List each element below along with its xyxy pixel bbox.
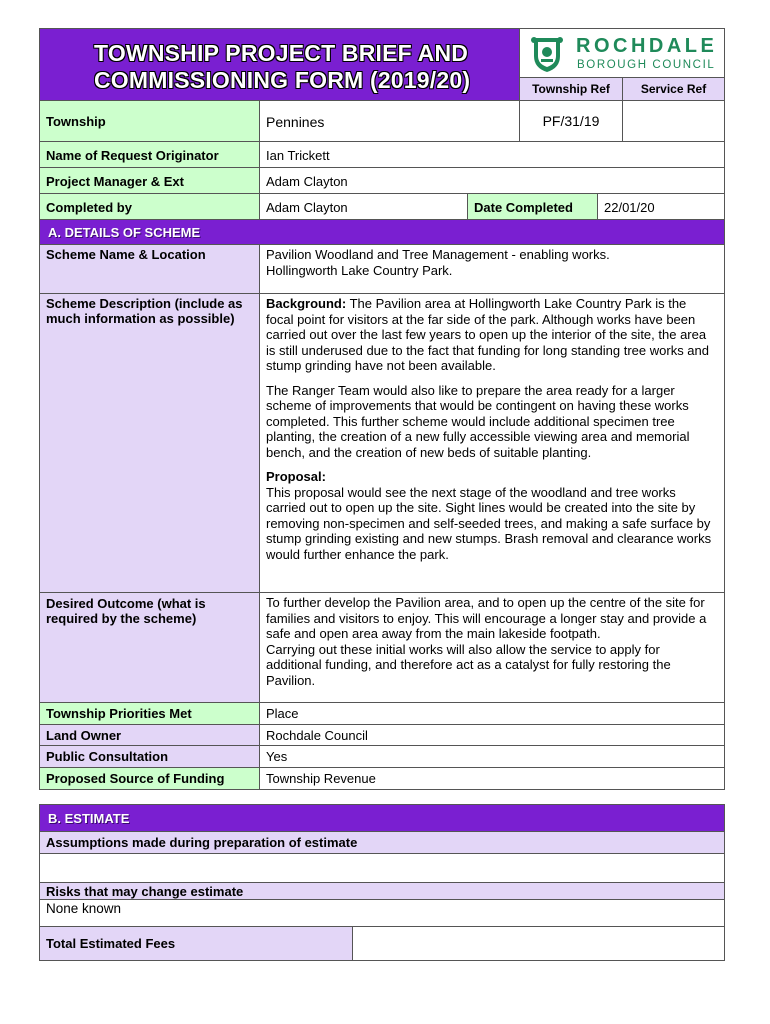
completed-by-value-cell — [259, 193, 468, 220]
funding-value-cell — [259, 767, 725, 790]
township-value: Pennines — [266, 114, 325, 130]
funding-label-cell — [39, 767, 260, 790]
pm-label-cell — [39, 167, 260, 194]
scheme-name-value-cell — [259, 244, 725, 294]
outcome-value-cell — [259, 592, 725, 703]
service-ref-label: Service Ref — [640, 82, 707, 96]
completed-by-value: Adam Clayton — [266, 200, 348, 215]
risks-value: None known — [46, 901, 122, 916]
priorities-label: Township Priorities Met — [46, 706, 192, 721]
consultation-value: Yes — [266, 749, 288, 764]
land-owner-value-cell — [259, 724, 725, 746]
scheme-name-label-cell — [39, 244, 260, 294]
background-heading: Background: — [266, 296, 347, 311]
completed-by-label: Completed by — [46, 200, 132, 215]
township-ref-value-cell — [519, 100, 623, 142]
originator-value: Ian Trickett — [266, 148, 330, 163]
land-owner-value: Rochdale Council — [266, 728, 368, 743]
description-value-cell — [259, 293, 725, 593]
risks-value-cell — [39, 899, 725, 927]
council-crest-icon — [530, 34, 564, 74]
priorities-value: Place — [266, 706, 299, 721]
proposal-heading: Proposal: — [266, 469, 326, 484]
date-completed-label: Date Completed — [474, 200, 573, 215]
assumptions-label-cell — [39, 831, 725, 854]
scheme-name-label: Scheme Name & Location — [46, 247, 206, 262]
outcome-label: Desired Outcome (what is required by the scheme) — [46, 596, 206, 626]
total-fees-label: Total Estimated Fees — [46, 936, 176, 951]
consultation-label-cell — [39, 745, 260, 768]
form-title-line1: TOWNSHIP PROJECT BRIEF AND — [94, 40, 469, 66]
township-label: Township — [46, 114, 106, 129]
service-ref-label-cell — [622, 77, 725, 101]
assumptions-label: Assumptions made during preparation of estimate — [46, 835, 358, 850]
section-a-title: A. DETAILS OF SCHEME — [48, 225, 201, 240]
pm-value-cell — [259, 167, 725, 194]
total-fees-value-cell — [352, 926, 725, 961]
section-a-heading — [39, 219, 725, 245]
consultation-value-cell — [259, 745, 725, 768]
land-owner-label: Land Owner — [46, 728, 122, 743]
land-owner-label-cell — [39, 724, 260, 746]
assumptions-value-cell — [39, 853, 725, 883]
pm-value: Adam Clayton — [266, 174, 348, 189]
total-fees-label-cell — [39, 926, 353, 961]
outcome-text1: To further develop the Pavilion area, and to open up the centre of the site for families and visitors to enjoy. This will encourage a longer stay and provide a safe and open area away from the main lakeside footpath. — [266, 595, 707, 641]
logo-name: ROCHDALE — [576, 35, 718, 57]
originator-label-cell — [39, 141, 260, 168]
date-completed-value-cell — [597, 193, 725, 220]
completed-by-label-cell — [39, 193, 260, 220]
priorities-value-cell — [259, 702, 725, 725]
outcome-label-cell — [39, 592, 260, 703]
form-title-banner — [39, 28, 520, 101]
logo-panel — [519, 28, 725, 78]
originator-label: Name of Request Originator — [46, 148, 219, 163]
priorities-label-cell — [39, 702, 260, 725]
section-b-title: B. ESTIMATE — [48, 811, 130, 826]
scheme-name-line1: Pavilion Woodland and Tree Management - enabling works. — [266, 247, 610, 262]
township-value-cell — [259, 100, 520, 142]
consultation-label: Public Consultation — [46, 749, 169, 764]
date-completed-label-cell — [467, 193, 598, 220]
funding-value: Township Revenue — [266, 771, 376, 786]
description-label: Scheme Description (include as much information as possible) — [46, 296, 243, 326]
pm-label: Project Manager & Ext — [46, 174, 184, 189]
logo-subtitle: BOROUGH COUNCIL — [577, 59, 716, 71]
form-title-line2: COMMISSIONING FORM (2019/20) — [94, 67, 471, 93]
description-label-cell — [39, 293, 260, 593]
background-text: The Pavilion area at Hollingworth Lake Country Park is the focal point for visitors at the far side of the park. Although works have been carried out over the last few years to open up the interior of the site, the area is still underused due to the fact that funding for long standing tree works and stump grinding have not been available. — [266, 296, 709, 373]
township-ref-label: Township Ref — [532, 82, 610, 96]
background-paragraph — [266, 296, 716, 374]
proposal-text: This proposal would see the next stage of the woodland and tree works carried out to open up the site. Sight lines would be created into the site by removing non-specimen and self-seeded trees, and making a safe surface by stump grinding existing and new stumps. Brash removal and clearance works would further enhance the park. — [266, 484, 712, 562]
scheme-name-line2: Hollingworth Lake Country Park. — [266, 262, 453, 278]
ranger-paragraph: The Ranger Team would also like to prepare the area ready for a larger scheme of improvements that would be contingent on having these works completed. This further scheme would include additional specimen tree planting, the creation of a new fully accessible viewing area and memorial bench, and the creation of new beds of suitable planting. — [266, 382, 690, 460]
section-b-heading — [39, 804, 725, 832]
township-label-cell — [39, 100, 260, 142]
township-ref-value: PF/31/19 — [542, 113, 600, 129]
risks-label: Risks that may change estimate — [46, 884, 244, 899]
risks-label-cell — [39, 882, 725, 900]
township-ref-label-cell — [519, 77, 623, 101]
originator-value-cell — [259, 141, 725, 168]
service-ref-value-cell — [622, 100, 725, 142]
outcome-text2: Carrying out these initial works will also allow the service to apply for additional funding, and therefore act as a catalyst for fully restoring the Pavilion. — [266, 641, 671, 688]
funding-label: Proposed Source of Funding — [46, 771, 225, 786]
date-completed-value: 22/01/20 — [604, 200, 655, 215]
